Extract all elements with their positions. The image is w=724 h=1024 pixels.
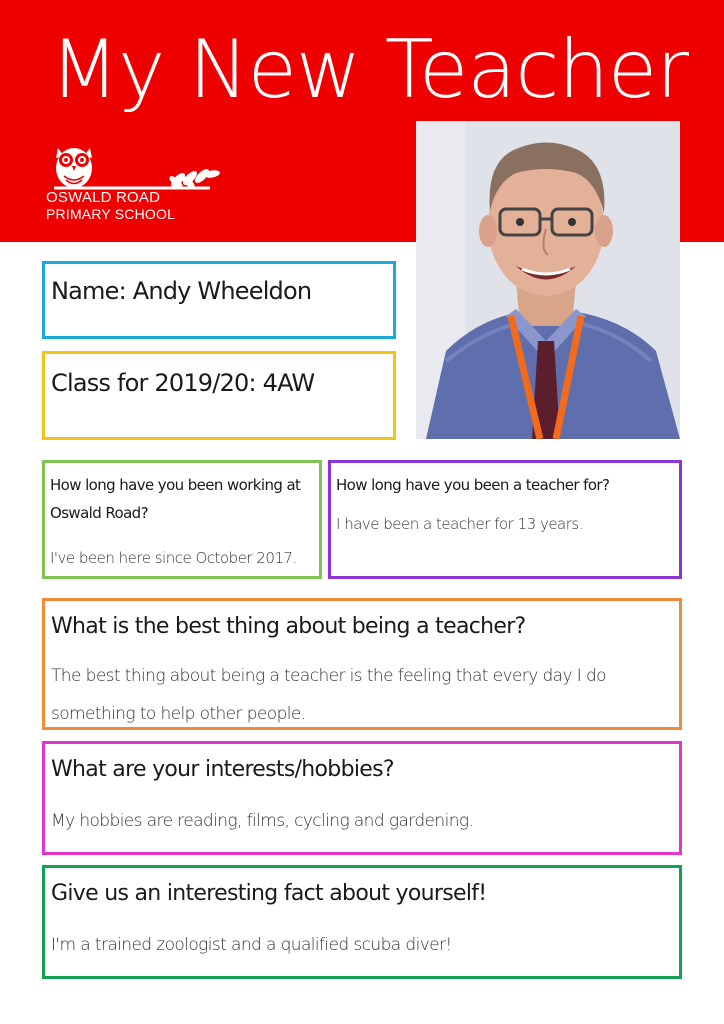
best-question: What is the best thing about being a teacher?: [51, 614, 526, 639]
hobbies-question: What are your interests/hobbies?: [51, 757, 394, 782]
best-thing-box: [42, 598, 682, 730]
teacher-class: Class for 2019/20: 4AW: [51, 369, 315, 397]
fact-question: Give us an interesting fact about yourself!: [51, 881, 487, 906]
teacher-answer: I have been a teacher for 13 years.: [336, 515, 583, 533]
school-name-line2: PRIMARY SCHOOL: [46, 206, 176, 222]
best-answer: The best thing about being a teacher is the feeling that every day I do something to help other people.: [51, 666, 606, 724]
owl-logo-icon: [46, 138, 226, 194]
working-question: How long have you been working at Oswald Road?: [50, 476, 301, 522]
years-teaching-box: [328, 460, 682, 579]
page-title: My New Teacher: [50, 23, 689, 116]
hobbies-box: [42, 741, 682, 855]
working-at-school-box: [42, 460, 322, 579]
school-logo: [46, 138, 226, 228]
hobbies-answer: My hobbies are reading, films, cycling and gardening.: [51, 811, 474, 831]
fact-answer: I'm a trained zoologist and a qualified scuba diver!: [51, 935, 452, 955]
school-name-line1: OSWALD ROAD: [46, 189, 161, 206]
teacher-name-box: [42, 261, 396, 339]
teacher-portrait-image: [416, 121, 680, 439]
class-box: [42, 351, 396, 440]
teacher-name: Name: Andy Wheeldon: [51, 277, 312, 305]
teacher-question: How long have you been a teacher for?: [336, 476, 610, 494]
teacher-photo: [416, 121, 680, 439]
working-answer: I've been here since October 2017.: [50, 549, 297, 567]
fact-box: [42, 865, 682, 979]
